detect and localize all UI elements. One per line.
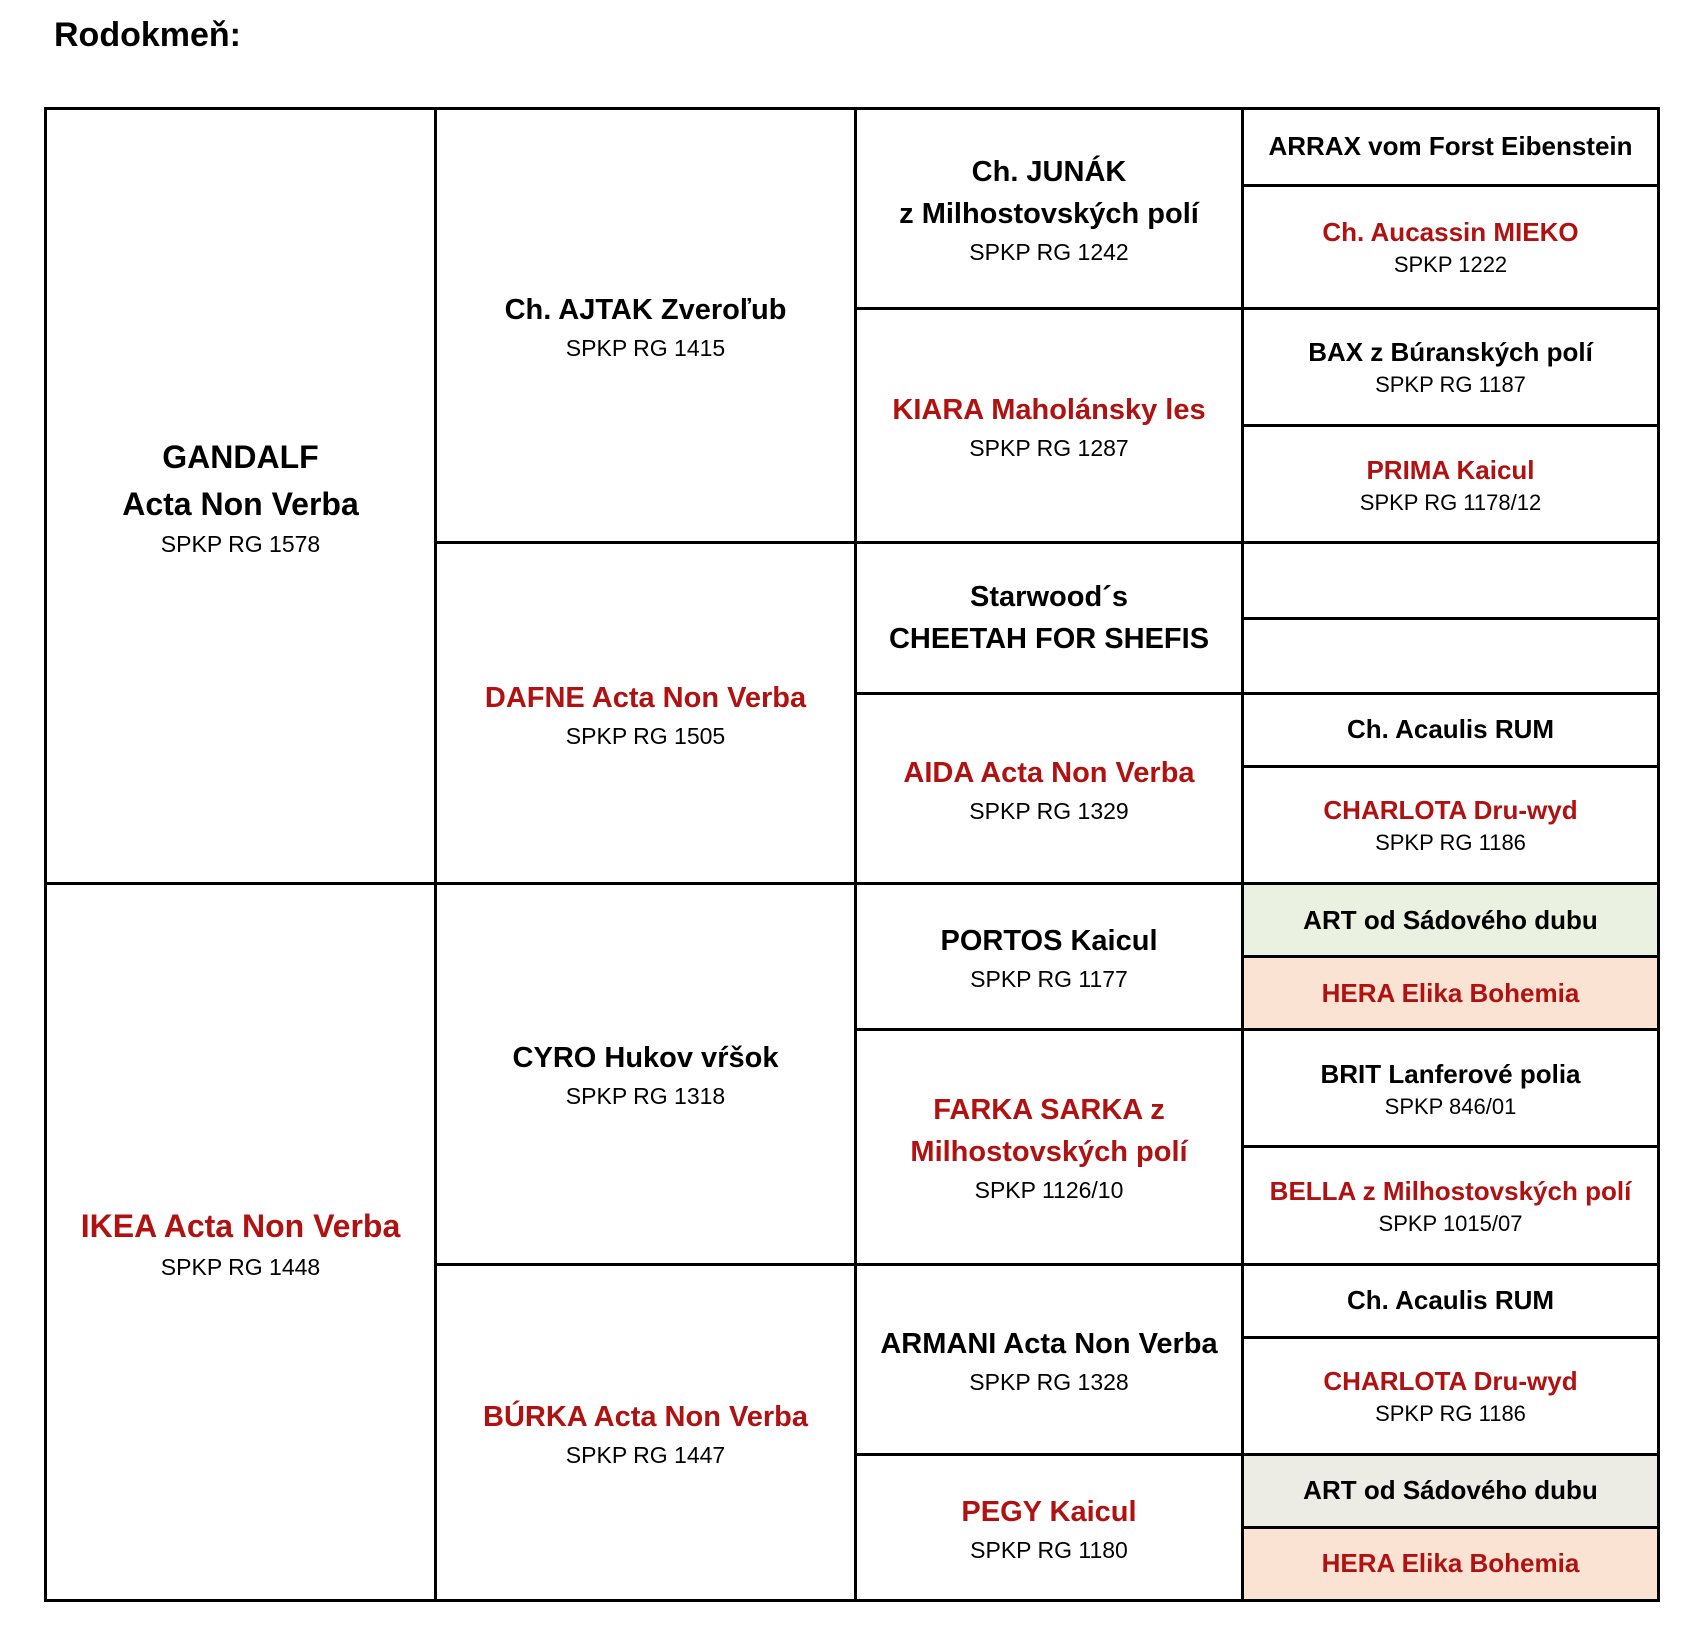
d-cell	[436, 543, 856, 884]
g4-reg: SPKP RG 1178/12	[1359, 489, 1542, 515]
dds-cell	[856, 1264, 1243, 1454]
d-reg: SPKP RG 1505	[565, 722, 726, 749]
ddd-reg: SPKP RG 1180	[970, 1536, 1128, 1563]
g4-reg: SPKP 846/01	[1384, 1093, 1517, 1119]
g4-name: CHARLOTA Dru-wyd	[1323, 1366, 1578, 1397]
g4-reg: SPKP 1015/07	[1378, 1211, 1523, 1237]
g4-reg: SPKP RG 1186	[1375, 1401, 1526, 1427]
ddd-name: PEGY Kaicul	[961, 1495, 1137, 1528]
g4-name: Ch. Acaulis RUM	[1346, 1285, 1555, 1316]
dsire-name-line1: Starwood´s	[970, 580, 1128, 613]
ds-cell	[436, 884, 856, 1265]
dsire-name-line2: CHEETAH FOR SHEFIS	[888, 623, 1210, 656]
sd-name: KIARA Maholánsky les	[892, 393, 1206, 426]
dss-cell	[856, 884, 1243, 1030]
sire-cell	[46, 109, 436, 884]
g4-cell-16	[1243, 1527, 1659, 1600]
dsd-reg: SPKP 1126/10	[974, 1177, 1124, 1204]
g4-cell-8	[1243, 766, 1659, 883]
sd-reg: SPKP RG 1287	[969, 434, 1129, 461]
g4-cell-14	[1243, 1337, 1659, 1454]
g4-name: PRIMA Kaicul	[1366, 454, 1535, 485]
dam-reg: SPKP RG 1448	[160, 1253, 321, 1280]
g4-cell-11	[1243, 1030, 1659, 1147]
g4-cell-1	[1243, 109, 1659, 186]
dam-cell	[46, 884, 436, 1601]
ds-name: CYRO Hukov vŕšok	[512, 1042, 779, 1075]
ddd-cell	[856, 1454, 1243, 1600]
g4-name: Ch. Acaulis RUM	[1346, 714, 1555, 745]
g4-name: BELLA z Milhostovských polí	[1269, 1175, 1632, 1206]
g4-name: CHARLOTA Dru-wyd	[1323, 795, 1578, 826]
ddam-reg: SPKP RG 1329	[969, 797, 1129, 824]
dd-cell	[436, 1264, 856, 1600]
g4-cell-12	[1243, 1147, 1659, 1264]
g4-name: HERA Elika Bohemia	[1321, 977, 1580, 1008]
s-name: Ch. AJTAK Zveroľub	[504, 294, 787, 327]
ss-cell	[856, 109, 1243, 309]
g4-cell-2	[1243, 185, 1659, 308]
g4-cell-6	[1243, 618, 1659, 693]
g4-cell-4	[1243, 425, 1659, 542]
dss-reg: SPKP RG 1177	[970, 966, 1128, 993]
ddam-cell	[856, 693, 1243, 883]
ds-reg: SPKP RG 1318	[565, 1083, 726, 1110]
g4-name: ARRAX vom Forst Eibenstein	[1268, 131, 1633, 162]
g4-reg: SPKP RG 1187	[1375, 372, 1526, 398]
ss-name-line1: Ch. JUNÁK	[971, 155, 1127, 188]
g4-reg: SPKP 1222	[1393, 252, 1508, 278]
dsire-cell	[856, 543, 1243, 694]
dam-name: IKEA Acta Non Verba	[80, 1208, 401, 1245]
s-cell	[436, 109, 856, 543]
dsd-cell	[856, 1030, 1243, 1265]
sire-reg: SPKP RG 1578	[160, 530, 321, 557]
ss-name-line2: z Milhostovských polí	[899, 197, 1199, 230]
g4-name: HERA Elika Bohemia	[1321, 1548, 1580, 1579]
g4-name: BAX z Búranských polí	[1308, 337, 1593, 368]
dds-reg: SPKP RG 1328	[969, 1368, 1129, 1395]
g4-name: BRIT Lanferové polia	[1320, 1058, 1581, 1089]
s-reg: SPKP RG 1415	[565, 335, 726, 362]
ddam-name: AIDA Acta Non Verba	[903, 756, 1195, 789]
g4-cell-10	[1243, 957, 1659, 1030]
dsd-name: FARKA SARKA z Milhostovských polí	[910, 1094, 1188, 1169]
dds-name: ARMANI Acta Non Verba	[880, 1327, 1218, 1360]
g4-cell-9	[1243, 884, 1659, 957]
g4-cell-5	[1243, 543, 1659, 618]
g4-cell-3	[1243, 308, 1659, 425]
ss-reg: SPKP RG 1242	[969, 238, 1129, 265]
dd-name: BÚRKA Acta Non Verba	[483, 1400, 808, 1433]
dd-reg: SPKP RG 1447	[565, 1441, 726, 1468]
g4-name: ART od Sádového dubu	[1303, 1475, 1598, 1506]
g4-reg: SPKP RG 1186	[1375, 830, 1526, 856]
d-name: DAFNE Acta Non Verba	[484, 681, 807, 714]
sire-name-line1: GANDALF	[162, 439, 319, 476]
g4-cell-13	[1243, 1264, 1659, 1337]
sd-cell	[856, 308, 1243, 543]
g4-name: ART od Sádového dubu	[1303, 904, 1598, 935]
g4-cell-15	[1243, 1454, 1659, 1527]
sire-name-line2: Acta Non Verba	[122, 485, 359, 522]
g4-cell-7	[1243, 693, 1659, 766]
pedigree-table	[44, 107, 1660, 1602]
dss-name: PORTOS Kaicul	[940, 925, 1158, 958]
g4-name: Ch. Aucassin MIEKO	[1322, 217, 1579, 248]
page-title: Rodokmeň:	[54, 16, 241, 54]
